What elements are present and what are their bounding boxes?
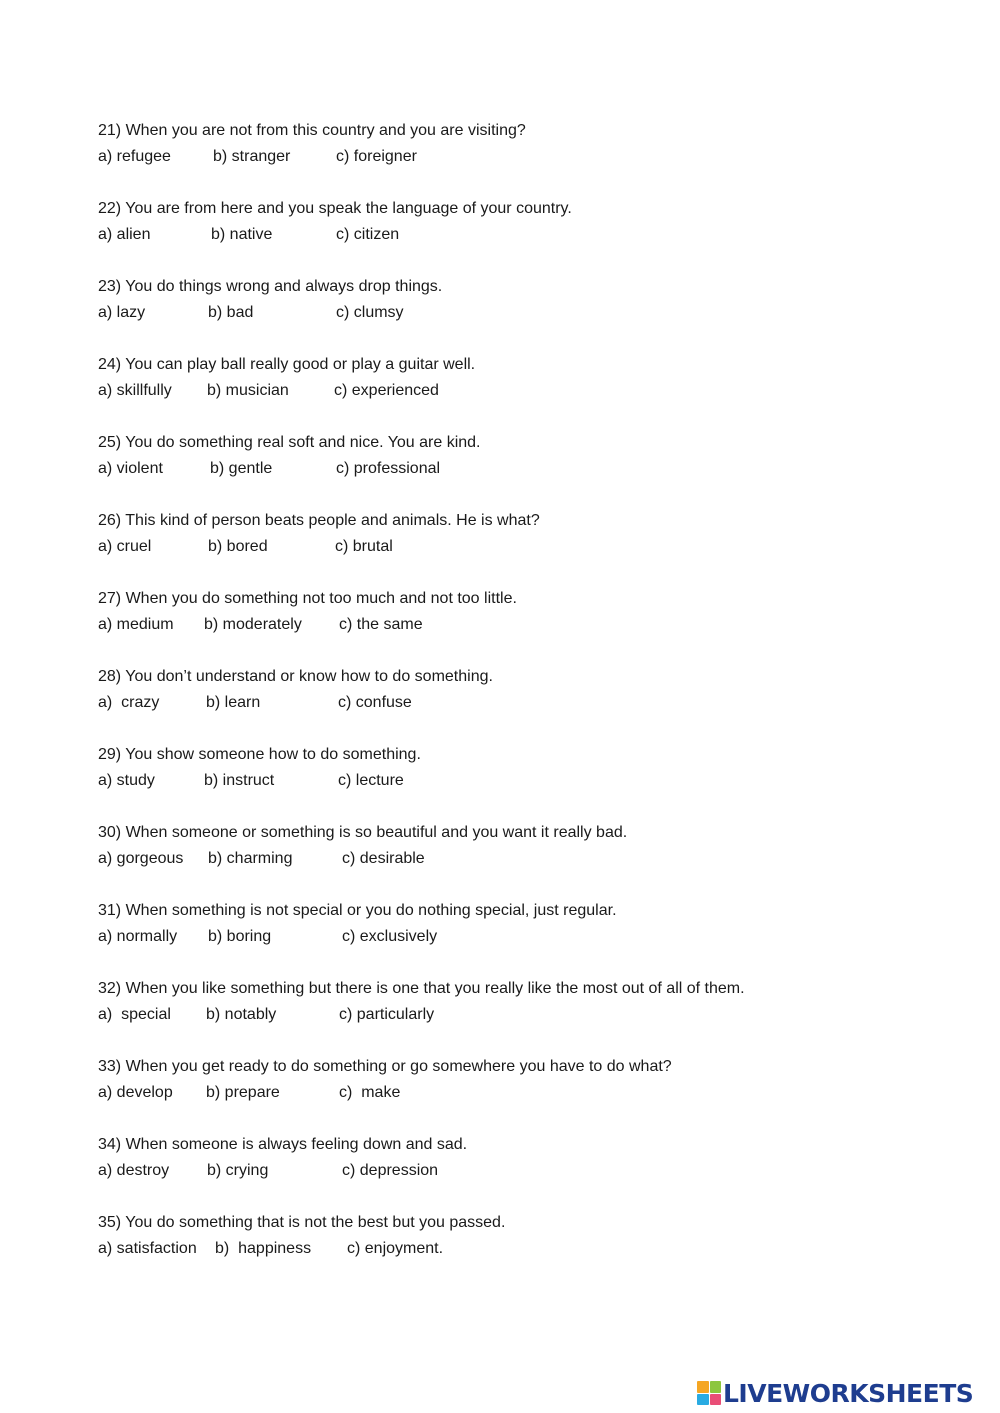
option-a[interactable]: a) violent [98, 460, 163, 477]
option-b[interactable]: b) happiness [215, 1240, 312, 1257]
option-a[interactable]: a) destroy [98, 1162, 170, 1179]
question-prompt: 29) You show someone how to do something. [98, 746, 421, 763]
options-row [98, 378, 958, 404]
option-c[interactable]: c) exclusively [342, 928, 438, 945]
options-row [98, 612, 958, 638]
option-b[interactable]: b) gentle [210, 460, 273, 477]
question-prompt: 35) You do something that is not the best but you passed. [98, 1214, 506, 1231]
question-21 [98, 118, 958, 196]
question-prompt: 23) You do things wrong and always drop things. [98, 278, 443, 295]
option-a[interactable]: a) crazy [98, 694, 160, 711]
question-prompt: 34) When someone is always feeling down and sad. [98, 1136, 468, 1153]
option-b[interactable]: b) crying [207, 1162, 269, 1179]
question-prompt: 26) This kind of person beats people and animals. He is what? [98, 512, 540, 529]
option-c[interactable]: c) confuse [338, 694, 412, 711]
options-row [98, 768, 958, 794]
option-c[interactable]: c) foreigner [336, 148, 417, 165]
question-prompt: 22) You are from here and you speak the language of your country. [98, 200, 572, 217]
option-a[interactable]: a) cruel [98, 538, 152, 555]
question-prompt: 24) You can play ball really good or play a guitar well. [98, 356, 476, 373]
question-25 [98, 430, 958, 508]
question-prompt: 31) When something is not special or you do nothing special, just regular. [98, 902, 617, 919]
option-a[interactable]: a) skillfully [98, 382, 172, 399]
option-b[interactable]: b) stranger [213, 148, 291, 165]
logo-text: LIVEWORKSHEETS [723, 1378, 974, 1408]
question-28 [98, 664, 958, 742]
option-a[interactable]: a) lazy [98, 304, 146, 321]
option-a[interactable]: a) special [98, 1006, 171, 1023]
option-c[interactable]: c) professional [336, 460, 441, 477]
worksheet [98, 118, 958, 1288]
options-row [98, 1236, 958, 1262]
options-row [98, 1002, 958, 1028]
option-b[interactable]: b) charming [208, 850, 293, 867]
question-prompt: 21) When you are not from this country and you are visiting? [98, 122, 526, 139]
question-34 [98, 1132, 958, 1210]
question-33 [98, 1054, 958, 1132]
option-b[interactable]: b) boring [208, 928, 272, 945]
option-c[interactable]: c) desirable [342, 850, 425, 867]
question-30 [98, 820, 958, 898]
liveworksheets-logo[interactable] [697, 1376, 973, 1410]
option-a[interactable]: a) medium [98, 616, 174, 633]
question-prompt: 27) When you do something not too much and not too little. [98, 590, 517, 607]
option-a[interactable]: a) satisfaction [98, 1240, 197, 1257]
options-row [98, 456, 958, 482]
option-b[interactable]: b) moderately [204, 616, 302, 633]
liveworksheets-logo-icon [697, 1381, 721, 1405]
question-prompt: 25) You do something real soft and nice. You are kind. [98, 434, 481, 451]
question-24 [98, 352, 958, 430]
option-b[interactable]: b) musician [207, 382, 289, 399]
option-a[interactable]: a) alien [98, 226, 151, 243]
option-b[interactable]: b) bad [208, 304, 254, 321]
options-row [98, 690, 958, 716]
option-c[interactable]: c) clumsy [336, 304, 404, 321]
option-c[interactable]: c) make [339, 1084, 401, 1101]
option-a[interactable]: a) study [98, 772, 155, 789]
option-b[interactable]: b) bored [208, 538, 268, 555]
question-prompt: 33) When you get ready to do something or go somewhere you have to do what? [98, 1058, 672, 1075]
question-35 [98, 1210, 958, 1288]
option-b[interactable]: b) native [211, 226, 273, 243]
question-32 [98, 976, 958, 1054]
option-b[interactable]: b) instruct [204, 772, 275, 789]
question-23 [98, 274, 958, 352]
question-31 [98, 898, 958, 976]
question-22 [98, 196, 958, 274]
option-c[interactable]: c) experienced [334, 382, 439, 399]
options-row [98, 222, 958, 248]
option-c[interactable]: c) citizen [336, 226, 400, 243]
option-c[interactable]: c) enjoyment. [347, 1240, 444, 1257]
question-prompt: 32) When you like something but there is one that you really like the most out of all of them. [98, 980, 745, 997]
options-row [98, 1158, 958, 1184]
options-row [98, 924, 958, 950]
question-29 [98, 742, 958, 820]
options-row [98, 846, 958, 872]
options-row [98, 144, 958, 170]
option-a[interactable]: a) normally [98, 928, 178, 945]
option-a[interactable]: a) develop [98, 1084, 173, 1101]
options-row [98, 534, 958, 560]
option-c[interactable]: c) the same [339, 616, 423, 633]
options-row [98, 300, 958, 326]
options-row [98, 1080, 958, 1106]
option-b[interactable]: b) notably [206, 1006, 277, 1023]
question-26 [98, 508, 958, 586]
option-c[interactable]: c) depression [342, 1162, 439, 1179]
option-b[interactable]: b) learn [206, 694, 261, 711]
option-c[interactable]: c) lecture [338, 772, 404, 789]
option-a[interactable]: a) refugee [98, 148, 171, 165]
question-prompt: 28) You don’t understand or know how to do something. [98, 668, 493, 685]
option-c[interactable]: c) brutal [335, 538, 393, 555]
question-27 [98, 586, 958, 664]
option-c[interactable]: c) particularly [339, 1006, 435, 1023]
option-a[interactable]: a) gorgeous [98, 850, 184, 867]
question-prompt: 30) When someone or something is so beautiful and you want it really bad. [98, 824, 628, 841]
option-b[interactable]: b) prepare [206, 1084, 280, 1101]
